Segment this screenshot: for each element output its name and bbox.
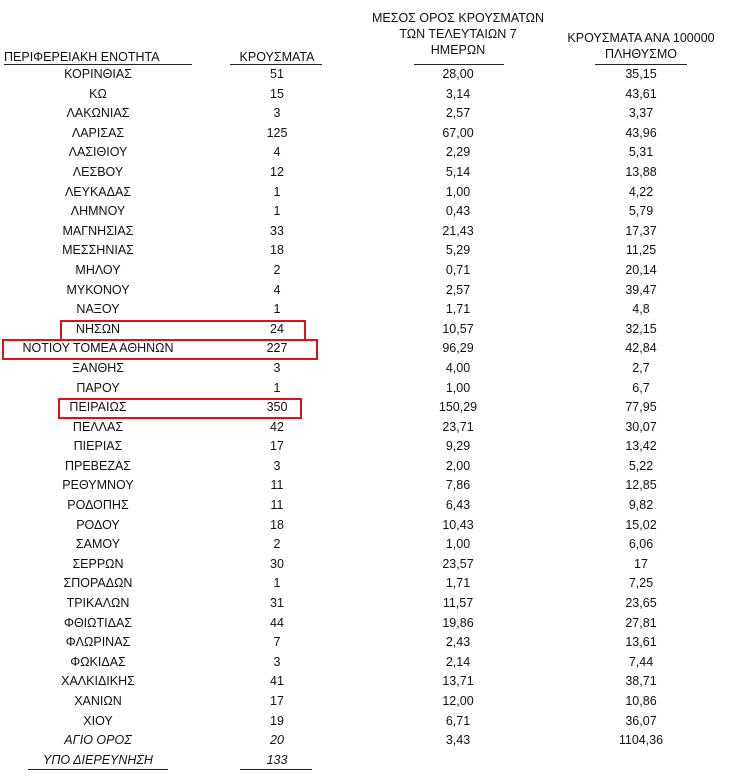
header-7day-average-line1: ΜΕΣΟΣ ΟΡΟΣ ΚΡΟΥΣΜΑΤΩΝ	[371, 11, 545, 25]
region-cell: ΜΑΓΝΗΣΙΑΣ	[62, 223, 134, 238]
per100k-cell: 7,25	[628, 576, 654, 591]
table-row	[0, 438, 734, 458]
per100k-cell: 5,22	[628, 458, 654, 473]
cases-cell: 41	[270, 674, 284, 689]
per100k-cell: 9,82	[628, 498, 654, 513]
per100k-cell: 4,22	[628, 184, 654, 199]
avg7-cell: 0,71	[445, 262, 471, 277]
region-cell: ΝΗΣΩΝ	[75, 321, 121, 336]
table-row	[0, 575, 734, 595]
region-cell: ΠΕΙΡΑΙΩΣ	[69, 400, 127, 415]
region-cell: ΑΓΙΟ ΟΡΟΣ	[64, 733, 132, 748]
region-cell: ΚΩ	[89, 86, 107, 101]
cases-cell: 3	[273, 654, 281, 669]
cases-cell: 17	[270, 694, 284, 708]
avg7-cell: 5,14	[445, 164, 471, 179]
avg7-cell: 67,00	[442, 125, 474, 140]
per100k-cell: 77,95	[625, 400, 657, 415]
avg7-cell: 5,29	[445, 243, 471, 258]
highlight-box	[58, 398, 302, 419]
region-cell: ΣΠΟΡΑΔΩΝ	[63, 576, 133, 591]
header-underline-cases	[230, 64, 322, 65]
table-row	[0, 536, 734, 556]
avg7-cell: 1,71	[445, 576, 471, 591]
header-cases-per-100k-line2: ΠΛΗΘΥΣΜΟ	[605, 47, 677, 61]
table-row	[0, 242, 734, 262]
table-row	[0, 673, 734, 693]
region-cell: ΡΕΘΥΜΝΟΥ	[62, 478, 134, 493]
table-row	[0, 380, 734, 400]
per100k-cell: 12,85	[625, 478, 657, 493]
cases-cell: 42	[270, 419, 284, 434]
region-cell: ΡΟΔΟΥ	[76, 517, 120, 532]
cases-cell: 1	[273, 380, 281, 395]
avg7-cell: 2,29	[445, 145, 471, 160]
region-cell: ΛΕΣΒΟΥ	[72, 164, 124, 179]
cases-cell: 3	[273, 458, 281, 473]
cases-cell: 3	[273, 106, 281, 121]
avg7-cell: 10,57	[442, 321, 474, 336]
table-row	[0, 86, 734, 106]
table-row	[0, 693, 734, 713]
cases-cell: 7	[273, 635, 281, 650]
region-cell: ΣΕΡΡΩΝ	[72, 556, 124, 571]
region-cell: ΝΟΤΙΟΥ ΤΟΜΕΑ ΑΘΗΝΩΝ	[22, 341, 174, 356]
table-row	[0, 654, 734, 674]
region-cell: ΠΑΡΟΥ	[76, 380, 120, 395]
cases-cell: 227	[266, 341, 288, 356]
table-row	[0, 184, 734, 204]
table-row	[0, 66, 734, 86]
cases-cell: 125	[266, 125, 288, 140]
region-cell: ΧΙΟΥ	[83, 713, 113, 728]
avg7-cell: 150,29	[438, 400, 478, 415]
highlight-box	[2, 339, 318, 360]
per100k-cell: 11,25	[625, 243, 657, 258]
cases-cell: 11	[270, 498, 284, 513]
highlight-box	[60, 320, 306, 341]
per100k-cell: 30,07	[625, 419, 657, 434]
avg7-cell: 1,00	[445, 380, 471, 395]
avg7-cell: 2,57	[445, 282, 471, 297]
last-row-underline-cases	[240, 769, 312, 770]
cases-cell: 18	[270, 517, 284, 532]
region-cell: ΜΥΚΟΝΟΥ	[66, 282, 130, 297]
per100k-cell: 13,61	[625, 635, 657, 650]
table-row	[0, 203, 734, 223]
region-cell: ΛΗΜΝΟΥ	[70, 204, 126, 219]
per100k-cell: 15,02	[625, 517, 657, 532]
per100k-cell: 13,88	[625, 164, 657, 179]
region-cell: ΛΑΚΩΝΙΑΣ	[66, 106, 130, 121]
per100k-cell: 35,15	[625, 67, 657, 81]
region-cell: ΜΕΣΣΗΝΙΑΣ	[62, 243, 134, 258]
cases-cell: 30	[270, 556, 284, 571]
avg7-cell: 1,00	[445, 537, 471, 552]
avg7-cell: 2,43	[445, 635, 471, 650]
region-cell: ΛΑΡΙΣΑΣ	[71, 125, 125, 140]
last-row-underline-region	[28, 769, 168, 770]
per100k-cell: 42,84	[625, 341, 657, 356]
per100k-cell: 20,14	[625, 262, 657, 277]
header-underline-per100k	[595, 64, 687, 65]
header-7day-average-line3: ΗΜΕΡΩΝ	[430, 43, 486, 57]
region-cell: ΡΟΔΟΠΗΣ	[67, 498, 129, 513]
header-cases: ΚΡΟΥΣΜΑΤΑ	[239, 50, 315, 64]
table-row	[0, 497, 734, 517]
region-cell: ΠΕΛΛΑΣ	[72, 419, 124, 434]
table-row	[0, 360, 734, 380]
region-cell: ΛΑΣΙΘΙΟΥ	[68, 145, 128, 160]
table-row	[0, 419, 734, 439]
region-cell: ΚΟΡΙΝΘΙΑΣ	[64, 67, 132, 81]
avg7-cell: 6,43	[445, 498, 471, 513]
per100k-cell: 17,37	[625, 223, 657, 238]
region-cell: ΠΙΕΡΙΑΣ	[73, 439, 123, 454]
cases-cell: 33	[270, 223, 284, 238]
avg7-cell: 23,71	[442, 419, 474, 434]
avg7-cell: 11,57	[442, 596, 474, 611]
avg7-cell: 1,00	[445, 184, 471, 199]
cases-cell: 11	[270, 478, 284, 493]
per100k-cell: 7,44	[628, 654, 654, 669]
avg7-cell: 3,43	[445, 733, 471, 748]
cases-cell: 24	[270, 321, 284, 336]
cases-cell: 15	[270, 86, 284, 101]
per100k-cell: 2,7	[632, 360, 650, 375]
per100k-cell: 36,07	[625, 713, 657, 728]
cases-cell: 3	[273, 360, 281, 375]
table-row	[0, 164, 734, 184]
cases-cell: 17	[270, 439, 284, 454]
region-cell: ΛΕΥΚΑΔΑΣ	[64, 184, 132, 199]
region-cell: ΜΗΛΟΥ	[75, 262, 121, 277]
table-row	[0, 144, 734, 164]
avg7-cell: 2,14	[445, 654, 471, 669]
cases-cell: 18	[270, 243, 284, 258]
cases-cell: 19	[270, 713, 284, 728]
cases-cell: 12	[270, 164, 284, 179]
table-row	[0, 732, 734, 752]
cases-cell: 31	[270, 596, 284, 611]
avg7-cell: 23,57	[442, 556, 474, 571]
avg7-cell: 28,00	[442, 67, 474, 81]
avg7-cell: 21,43	[442, 223, 474, 238]
per100k-cell: 4,8	[632, 302, 650, 317]
avg7-cell: 2,57	[445, 106, 471, 121]
table-row	[0, 713, 734, 733]
avg7-cell: 12,00	[442, 694, 474, 708]
per100k-cell: 1104,36	[618, 733, 664, 748]
cases-cell: 4	[273, 282, 281, 297]
table-row	[0, 262, 734, 282]
cases-cell: 20	[270, 733, 284, 748]
per100k-cell: 6,7	[632, 380, 650, 395]
region-cell: ΣΑΜΟΥ	[75, 537, 121, 552]
region-cell: ΞΑΝΘΗΣ	[72, 360, 124, 375]
cases-cell: 2	[273, 262, 281, 277]
header-underline-region	[4, 64, 192, 65]
table-row	[0, 752, 734, 772]
table-row	[0, 556, 734, 576]
region-cell: ΝΑΞΟΥ	[76, 302, 120, 317]
table-row	[0, 615, 734, 635]
table-row	[0, 477, 734, 497]
cases-cell: 1	[273, 302, 281, 317]
table-row	[0, 595, 734, 615]
header-region: ΠΕΡΙΦΕΡΕΙΑΚΗ ΕΝΟΤΗΤΑ	[4, 50, 160, 64]
cases-cell: 350	[266, 400, 288, 415]
avg7-cell: 13,71	[442, 674, 474, 689]
per100k-cell: 38,71	[625, 674, 657, 689]
avg7-cell: 7,86	[445, 478, 471, 493]
avg7-cell: 6,71	[445, 713, 471, 728]
cases-cell: 1	[273, 204, 281, 219]
table-row	[0, 105, 734, 125]
cases-cell: 4	[273, 145, 281, 160]
avg7-cell: 2,00	[445, 458, 471, 473]
cases-cell: 133	[266, 752, 288, 767]
table-row	[0, 282, 734, 302]
region-cell: ΧΑΝΙΩΝ	[74, 694, 122, 708]
per100k-cell: 32,15	[625, 321, 657, 336]
region-cell: ΧΑΛΚΙΔΙΚΗΣ	[61, 674, 135, 689]
header-cases-per-100k	[548, 30, 734, 62]
header-cases-per-100k-line1: ΚΡΟΥΣΜΑΤΑ ΑΝΑ 100000	[567, 31, 715, 45]
region-cell: ΤΡΙΚΑΛΩΝ	[66, 596, 130, 611]
region-cell: ΥΠΟ ΔΙΕΡΕΥΝΗΣΗ	[43, 752, 153, 767]
avg7-cell: 96,29	[442, 341, 474, 356]
region-cell: ΦΛΩΡΙΝΑΣ	[65, 635, 131, 650]
avg7-cell: 19,86	[442, 615, 474, 630]
per100k-cell: 3,37	[628, 106, 654, 121]
region-cell: ΦΘΙΩΤΙΔΑΣ	[63, 615, 133, 630]
per100k-cell: 39,47	[625, 282, 657, 297]
region-cell: ΠΡΕΒΕΖΑΣ	[64, 458, 132, 473]
avg7-cell: 3,14	[445, 86, 471, 101]
table-row	[0, 517, 734, 537]
header-7day-average-line2: ΤΩΝ ΤΕΛΕΥΤΑΙΩΝ 7	[399, 27, 517, 41]
per100k-cell: 23,65	[625, 596, 657, 611]
avg7-cell: 0,43	[445, 204, 471, 219]
per100k-cell: 13,42	[625, 439, 657, 454]
per100k-cell: 27,81	[625, 615, 657, 630]
per100k-cell: 43,61	[625, 86, 657, 101]
header-7day-average	[360, 10, 556, 58]
cases-cell: 1	[273, 184, 281, 199]
cases-cell: 51	[270, 67, 284, 81]
avg7-cell: 9,29	[445, 439, 471, 454]
per100k-cell: 17	[634, 556, 648, 571]
per100k-cell: 5,31	[628, 145, 654, 160]
avg7-cell: 4,00	[445, 360, 471, 375]
per100k-cell: 43,96	[625, 125, 657, 140]
table-row	[0, 634, 734, 654]
table-row	[0, 125, 734, 145]
table-row	[0, 458, 734, 478]
avg7-cell: 10,43	[442, 517, 474, 532]
avg7-cell: 1,71	[445, 302, 471, 317]
header-underline-avg	[414, 64, 504, 65]
per100k-cell: 6,06	[628, 537, 654, 552]
table-row	[0, 223, 734, 243]
per100k-cell: 5,79	[628, 204, 654, 219]
table-row	[0, 301, 734, 321]
region-cell: ΦΩΚΙΔΑΣ	[70, 654, 126, 669]
cases-cell: 1	[273, 576, 281, 591]
cases-cell: 44	[270, 615, 284, 630]
cases-cell: 2	[273, 537, 281, 552]
per100k-cell: 10,86	[625, 694, 657, 708]
